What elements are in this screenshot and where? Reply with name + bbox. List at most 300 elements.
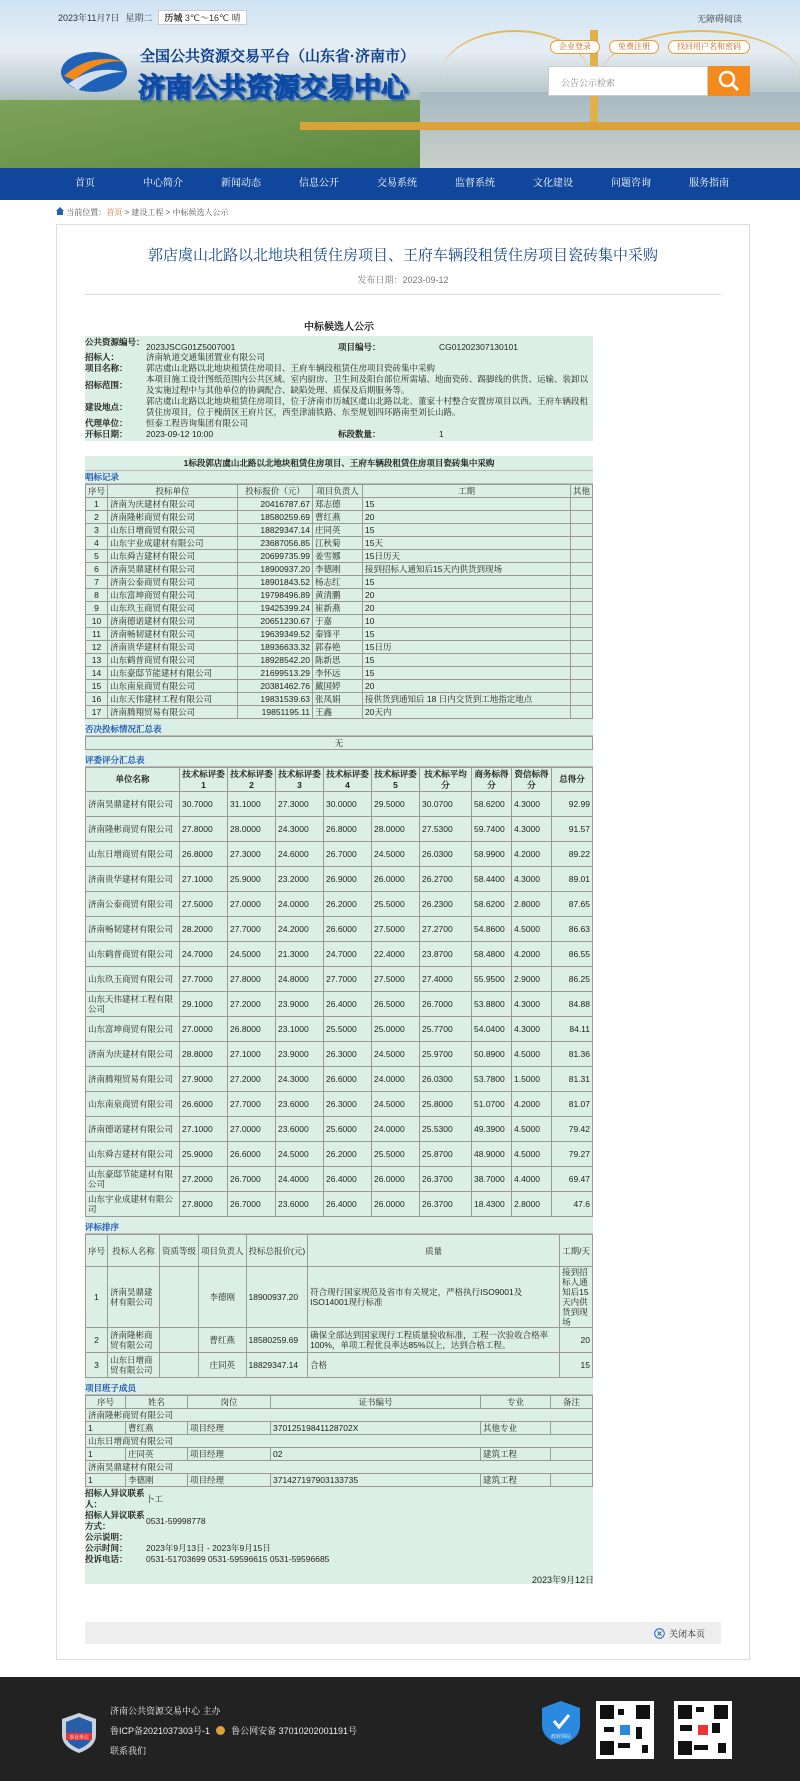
- bid-cell: [570, 524, 592, 537]
- nav-guide[interactable]: 服务指南: [689, 178, 729, 189]
- score-cell: 4.3000: [512, 867, 552, 892]
- score-row: [86, 1117, 593, 1142]
- score-cell: 58.6200: [472, 792, 512, 817]
- breadcrumb-sep: >: [163, 208, 173, 217]
- bid-cell: 21699513.29: [238, 667, 313, 680]
- bid-cell: 山东南泉商贸有限公司: [108, 680, 238, 693]
- score-cell: 24.0000: [276, 892, 324, 917]
- team-cell: [551, 1448, 593, 1461]
- score-cell: 24.5000: [276, 1142, 324, 1167]
- score-cell: 2.8000: [512, 1192, 552, 1217]
- score-cell: 53.8800: [472, 992, 512, 1017]
- score-cell: 25.9000: [180, 1142, 228, 1167]
- score-cell: 25.0000: [372, 1017, 420, 1042]
- tenderer-label: 招标人：: [85, 352, 120, 362]
- score-cell: 27.0000: [228, 1117, 276, 1142]
- score-cell: 济南德诺建材有限公司: [86, 1117, 180, 1142]
- score-cell: 92.99: [552, 792, 593, 817]
- rank-cell: 18900937.20: [246, 1267, 308, 1328]
- bid-cell: 济南德诺建材有限公司: [108, 615, 238, 628]
- rank-row: [86, 1267, 593, 1328]
- bid-row: [86, 628, 593, 641]
- team-cell: 曹红燕: [126, 1422, 188, 1435]
- score-cell: 25.8700: [420, 1142, 472, 1167]
- score-cell: 济南为庆建材有限公司: [86, 1042, 180, 1067]
- score-cell: 47.6: [552, 1192, 593, 1217]
- bid-cell: 陈新思: [313, 654, 363, 667]
- bid-cell: [570, 498, 592, 511]
- score-table: [85, 767, 593, 1217]
- title-divider: [85, 294, 721, 295]
- bid-cell: 15日历: [363, 641, 571, 654]
- rank-cell: 15: [560, 1353, 593, 1378]
- team-cell: 1: [86, 1448, 126, 1461]
- bid-cell: 张凤娟: [313, 693, 363, 706]
- rank-cell: [159, 1267, 198, 1328]
- bid-cell: [570, 511, 592, 524]
- bid-header-cell: 投标报价（元）: [238, 485, 313, 498]
- nav-supervise[interactable]: 监督系统: [455, 178, 495, 189]
- code-label: 公共资源编号：: [85, 337, 145, 347]
- bid-cell: 15: [363, 667, 571, 680]
- score-cell: 27.1000: [180, 867, 228, 892]
- team-company-row: [86, 1461, 593, 1474]
- police-link[interactable]: 鲁公网安备 37010202001191号: [231, 1726, 357, 1736]
- score-cell: 济南腾翔贸易有限公司: [86, 1067, 180, 1092]
- score-header-cell: 总得分: [552, 768, 593, 792]
- bid-cell: 山东日增商贸有限公司: [108, 524, 238, 537]
- bid-header-cell: 序号: [86, 485, 108, 498]
- reject-table: [85, 736, 593, 750]
- contact1-value: 卜工: [146, 1493, 164, 1504]
- score-row: [86, 942, 593, 967]
- bid-row: [86, 602, 593, 615]
- bid-cell: 15: [363, 524, 571, 537]
- score-cell: 58.4800: [472, 942, 512, 967]
- score-cell: 24.2000: [276, 917, 324, 942]
- team-company: 济南隆彬商贸有限公司: [86, 1409, 593, 1422]
- score-cell: 济南隆彬商贸有限公司: [86, 817, 180, 842]
- breadcrumb-construction[interactable]: 建设工程: [131, 208, 164, 217]
- icp-link[interactable]: 鲁ICP备2021037303号-1: [110, 1726, 211, 1736]
- bid-cell: 18580259.69: [238, 511, 313, 524]
- score-cell: 23.9000: [276, 992, 324, 1017]
- bid-cell: 济南腾翔贸易有限公司: [108, 706, 238, 719]
- badge1-text: 事业单位: [68, 1735, 90, 1741]
- score-cell: 27.0000: [180, 1017, 228, 1042]
- score-cell: 27.3000: [228, 842, 276, 867]
- score-cell: 4.3000: [512, 817, 552, 842]
- nav-faq[interactable]: 问题咨询: [611, 178, 651, 189]
- score-cell: 25.9700: [420, 1042, 472, 1067]
- score-cell: 4.2000: [512, 842, 552, 867]
- reject-value: 无: [86, 737, 593, 750]
- score-cell: 27.8000: [228, 967, 276, 992]
- nav-home[interactable]: 首页: [75, 178, 95, 189]
- bid-cell: 济南贵华建材有限公司: [108, 641, 238, 654]
- close-label: 关闭本页: [668, 1629, 705, 1639]
- score-cell: 81.31: [552, 1067, 593, 1092]
- score-cell: 84.11: [552, 1017, 593, 1042]
- bid-cell: 济南隆彬商贸有限公司: [108, 511, 238, 524]
- score-cell: 29.1000: [180, 992, 228, 1017]
- login-button[interactable]: 企业登录: [550, 40, 600, 54]
- nav-trade[interactable]: 交易系统: [377, 178, 417, 189]
- team-section-title: 项目班子成员: [85, 1382, 593, 1395]
- score-header-cell: 技术标评委4: [324, 768, 372, 792]
- bid-cell: [570, 589, 592, 602]
- score-cell: 27.8000: [180, 817, 228, 842]
- bid-cell: 18901843.52: [238, 576, 313, 589]
- score-cell: 26.2700: [420, 867, 472, 892]
- score-cell: 24.4000: [276, 1167, 324, 1192]
- score-cell: 26.3000: [324, 1092, 372, 1117]
- open-label: 开标日期：: [85, 429, 128, 439]
- score-cell: 24.7000: [180, 942, 228, 967]
- bid-cell: 20: [363, 680, 571, 693]
- score-cell: 山东南泉商贸有限公司: [86, 1092, 180, 1117]
- contact1-label: 招标人异议联系人：: [85, 1488, 145, 1509]
- team-cell: 1: [86, 1422, 126, 1435]
- bid-cell: 黄清鹏: [313, 589, 363, 602]
- score-cell: 81.36: [552, 1042, 593, 1067]
- bid-cell: [570, 654, 592, 667]
- bid-cell: 山东玖玉商贸有限公司: [108, 602, 238, 615]
- score-cell: 23.8700: [420, 942, 472, 967]
- score-cell: 54.8600: [472, 917, 512, 942]
- bid-cell: [570, 667, 592, 680]
- bid-cell: 20699735.99: [238, 550, 313, 563]
- score-row: [86, 792, 593, 817]
- score-cell: 24.0000: [372, 1067, 420, 1092]
- score-cell: 27.5000: [180, 892, 228, 917]
- score-cell: 26.9000: [324, 867, 372, 892]
- lot-section: [85, 456, 593, 1584]
- nav-news[interactable]: 新闻动态: [221, 178, 261, 189]
- score-row: [86, 1142, 593, 1167]
- score-cell: 26.0300: [420, 1067, 472, 1092]
- rank-header-cell: 工期/天: [560, 1235, 593, 1267]
- bid-cell: 济南为庆建材有限公司: [108, 498, 238, 511]
- top-info-bar: [58, 10, 247, 25]
- score-cell: 58.4400: [472, 867, 512, 892]
- bid-cell: 山东豪邸节能建材有限公司: [108, 667, 238, 680]
- bid-cell: 接供货到通知后 18 日内交货到工地指定地点: [363, 693, 571, 706]
- bid-cell: 秦锋平: [313, 628, 363, 641]
- bid-cell: 23687056.85: [238, 537, 313, 550]
- score-cell: 26.8000: [324, 817, 372, 842]
- temperature: 3℃～16℃: [184, 13, 230, 23]
- gov-website-badge-icon[interactable]: [542, 1701, 580, 1745]
- team-row: [86, 1448, 593, 1461]
- score-cell: 23.1000: [276, 1017, 324, 1042]
- barrier-free-link[interactable]: 无障碍阅读: [696, 14, 742, 24]
- bid-cell: 济南昊鼎建材有限公司: [108, 563, 238, 576]
- nav-culture[interactable]: 文化建设: [533, 178, 573, 189]
- bid-cell: 20381462.76: [238, 680, 313, 693]
- score-cell: 81.07: [552, 1092, 593, 1117]
- bid-cell: 10: [363, 615, 571, 628]
- banner-field: [0, 100, 420, 168]
- bid-cell: [570, 680, 592, 693]
- score-cell: 86.55: [552, 942, 593, 967]
- bid-cell: 姜雪娜: [313, 550, 363, 563]
- scope-label: 招标范围：: [85, 379, 128, 390]
- score-cell: 25.5000: [324, 1017, 372, 1042]
- bid-cell: 山东鹤普商贸有限公司: [108, 654, 238, 667]
- score-cell: 25.5300: [420, 1117, 472, 1142]
- bid-cell: 19639349.52: [238, 628, 313, 641]
- bid-cell: 11: [86, 628, 108, 641]
- score-cell: 27.7000: [324, 967, 372, 992]
- score-cell: 4.2000: [512, 1092, 552, 1117]
- rank-cell: 曹红燕: [198, 1328, 246, 1353]
- contact-info: [85, 1487, 593, 1584]
- register-button[interactable]: 免费注册: [609, 40, 659, 54]
- bid-cell: 20: [363, 589, 571, 602]
- bid-cell: 接到招标人通知后15天内供货到现场: [363, 563, 571, 576]
- weekday: 星期二: [125, 13, 153, 23]
- bid-cell: [570, 706, 592, 719]
- team-cell: 371427197903133735: [271, 1474, 481, 1487]
- site-value: 郭店虞山北路以北地块租赁住房项目，位于济南市历城区虞山北路以北、董家十村整合安置房项目以西。王府车辆段租赁住房项目，位于槐荫区王府片区，西至津浦铁路、东至规划四环路南至刘长山路。: [146, 396, 589, 417]
- bid-cell: 杨志红: [313, 576, 363, 589]
- bid-cell: 9: [86, 602, 108, 615]
- score-cell: 23.6000: [276, 1092, 324, 1117]
- rank-header-cell: 质量: [308, 1235, 560, 1267]
- weather-text: 晴: [231, 13, 241, 23]
- score-cell: 25.8000: [420, 1092, 472, 1117]
- bid-cell: [570, 550, 592, 563]
- score-cell: 27.7000: [180, 967, 228, 992]
- publish-date: 发布日期：2023-09-12: [357, 275, 449, 285]
- breadcrumb-home[interactable]: 首页: [106, 208, 123, 217]
- bid-row: [86, 706, 593, 719]
- bid-cell: 19798496.89: [238, 589, 313, 602]
- score-cell: 89.22: [552, 842, 593, 867]
- reject-section-title: 否决投标情况汇总表: [85, 723, 593, 736]
- bid-cell: 6: [86, 563, 108, 576]
- score-cell: 27.4000: [420, 967, 472, 992]
- bid-cell: 山东宇业成建材有限公司: [108, 537, 238, 550]
- bid-cell: 庄同英: [313, 524, 363, 537]
- bid-row: [86, 576, 593, 589]
- rank-cell: 庄同英: [198, 1353, 246, 1378]
- score-cell: 58.9900: [472, 842, 512, 867]
- qty-label: 标段数量：: [338, 429, 381, 439]
- score-cell: 山东富坤商贸有限公司: [86, 1017, 180, 1042]
- bid-cell: 4: [86, 537, 108, 550]
- team-cell: 李德刚: [126, 1474, 188, 1487]
- bid-cell: 12: [86, 641, 108, 654]
- open-value: 2023-09-12 10:00: [146, 429, 214, 439]
- contact-link[interactable]: 联系我们: [110, 1746, 147, 1756]
- score-cell: 24.7000: [324, 942, 372, 967]
- score-row: [86, 1192, 593, 1217]
- site-label: 建设地点：: [85, 401, 128, 412]
- team-header-cell: 序号: [86, 1396, 126, 1409]
- score-cell: 29.5000: [372, 792, 420, 817]
- name-value: 郭店虞山北路以北地块租赁住房项目、王府车辆段租赁住房项目瓷砖集中采购: [146, 363, 436, 373]
- team-company-row: [86, 1435, 593, 1448]
- close-icon: [654, 1628, 665, 1639]
- score-cell: 21.3000: [276, 942, 324, 967]
- score-row: [86, 892, 593, 917]
- score-cell: 55.9500: [472, 967, 512, 992]
- score-cell: 31.1000: [228, 792, 276, 817]
- bid-header-cell: 工期: [363, 485, 571, 498]
- scope-value: 本项目施工设计图纸范围内公共区域、室内厨房、卫生间及阳台部位所需墙、地面瓷砖、踢脚线的供货、运输、装卸以及实施过程中与其他单位的协调配合、缺陷处理、质保及后期服务等。: [146, 374, 589, 395]
- bid-row: [86, 537, 593, 550]
- score-cell: 山东宇业成建材有限公司: [86, 1192, 180, 1217]
- score-cell: 27.7000: [228, 1092, 276, 1117]
- score-cell: 26.2000: [324, 1142, 372, 1167]
- score-cell: 24.3000: [276, 817, 324, 842]
- score-cell: 25.5000: [372, 892, 420, 917]
- contact2-value: 0531-59998778: [146, 1515, 206, 1526]
- bid-cell: 李德刚: [313, 563, 363, 576]
- rank-cell: 18829347.14: [246, 1353, 308, 1378]
- score-cell: 79.27: [552, 1142, 593, 1167]
- complaint-label: 投诉电话：: [85, 1554, 128, 1564]
- team-cell: 02: [271, 1448, 481, 1461]
- score-row: [86, 842, 593, 867]
- score-cell: 51.0700: [472, 1092, 512, 1117]
- home-icon: [56, 207, 64, 215]
- team-cell: 项目经理: [188, 1422, 271, 1435]
- score-cell: 53.7800: [472, 1067, 512, 1092]
- bid-cell: [570, 615, 592, 628]
- score-cell: 28.0000: [228, 817, 276, 842]
- team-company: 济南昊鼎建材有限公司: [86, 1461, 593, 1474]
- nav-about[interactable]: 中心简介: [143, 178, 183, 189]
- search-icon: [708, 66, 750, 96]
- qr-code-1-icon: [596, 1701, 654, 1759]
- bid-row: [86, 550, 593, 563]
- rank-cell: 接到招标人通知后15天内供货到现场: [560, 1267, 593, 1328]
- bid-cell: 14: [86, 667, 108, 680]
- score-cell: 山东豪邸节能建材有限公司: [86, 1167, 180, 1192]
- score-cell: 25.6000: [324, 1117, 372, 1142]
- name-label: 项目名称：: [85, 363, 128, 373]
- score-cell: 4.5000: [512, 917, 552, 942]
- bid-cell: 20416787.67: [238, 498, 313, 511]
- rank-cell: 2: [86, 1328, 108, 1353]
- score-cell: 24.0000: [372, 1117, 420, 1142]
- qr-code-2-icon: [674, 1701, 732, 1759]
- score-cell: 27.8000: [180, 1192, 228, 1217]
- team-row: [86, 1422, 593, 1435]
- bid-header-cell: 其他: [570, 485, 592, 498]
- bid-row: [86, 680, 593, 693]
- doc-title: 中标候选人公示: [304, 322, 374, 333]
- score-cell: 24.8000: [276, 967, 324, 992]
- score-cell: 济南畅韧建材有限公司: [86, 917, 180, 942]
- bid-row: [86, 654, 593, 667]
- rank-cell: 符合现行国家规范及省市有关规定，严格执行ISO9001及ISO14001现行标准: [308, 1267, 560, 1328]
- score-cell: 24.5000: [372, 1042, 420, 1067]
- score-cell: 27.1000: [228, 1042, 276, 1067]
- rank-header-cell: 项目负责人: [198, 1235, 246, 1267]
- score-cell: 山东鹤普商贸有限公司: [86, 942, 180, 967]
- rank-header-cell: 投标总报价(元): [246, 1235, 308, 1267]
- close-page-button[interactable]: [654, 1627, 705, 1640]
- score-header-cell: 技术标评委5: [372, 768, 420, 792]
- score-cell: 26.2000: [324, 892, 372, 917]
- team-cell: 项目经理: [188, 1474, 271, 1487]
- score-row: [86, 817, 593, 842]
- bid-cell: 郑志德: [313, 498, 363, 511]
- score-header-cell: 商务标得分: [472, 768, 512, 792]
- team-header-cell: 证书编号: [271, 1396, 481, 1409]
- weather-box: [158, 10, 246, 25]
- score-cell: 26.4000: [324, 1192, 372, 1217]
- team-header-cell: 姓名: [126, 1396, 188, 1409]
- bid-cell: 江秋菊: [313, 537, 363, 550]
- score-cell: 28.2000: [180, 917, 228, 942]
- bid-cell: [570, 563, 592, 576]
- score-cell: 4.5000: [512, 1142, 552, 1167]
- bid-cell: 20651230.67: [238, 615, 313, 628]
- tenderer-value: 济南轨道交通集团置业有限公司: [146, 352, 266, 362]
- score-cell: 4.3000: [512, 792, 552, 817]
- bid-cell: [570, 693, 592, 706]
- bid-row: [86, 589, 593, 602]
- score-cell: 26.6000: [180, 1092, 228, 1117]
- recover-button[interactable]: 找回用户名和密码: [668, 40, 750, 54]
- score-cell: 26.0000: [372, 1192, 420, 1217]
- score-cell: 89.01: [552, 867, 593, 892]
- score-row: [86, 967, 593, 992]
- project-info: [85, 336, 593, 441]
- search-input[interactable]: 公告公示检索: [548, 66, 708, 96]
- main-nav: [0, 168, 800, 200]
- score-cell: 87.65: [552, 892, 593, 917]
- bid-header-cell: 投标单位: [108, 485, 238, 498]
- bid-cell: 15: [363, 576, 571, 589]
- bid-cell: 18829347.14: [238, 524, 313, 537]
- score-cell: 24.5000: [372, 1092, 420, 1117]
- institution-badge-icon[interactable]: [62, 1713, 96, 1753]
- bid-cell: [570, 641, 592, 654]
- bid-cell: 15天: [363, 537, 571, 550]
- score-cell: 27.9000: [180, 1067, 228, 1092]
- score-cell: 26.0300: [420, 842, 472, 867]
- score-cell: 58.6200: [472, 892, 512, 917]
- search-button[interactable]: [708, 66, 750, 96]
- score-row: [86, 1092, 593, 1117]
- bid-cell: 16: [86, 693, 108, 706]
- score-cell: 27.7000: [228, 917, 276, 942]
- score-cell: 26.7000: [228, 1192, 276, 1217]
- nav-info[interactable]: 信息公开: [299, 178, 339, 189]
- score-section-title: 评委评分汇总表: [85, 754, 593, 767]
- score-cell: 济南贵华建材有限公司: [86, 867, 180, 892]
- rank-cell: 18580259.69: [246, 1328, 308, 1353]
- bid-cell: [570, 576, 592, 589]
- note-value: [146, 1532, 593, 1543]
- bid-cell: 15: [363, 654, 571, 667]
- team-cell: 庄同英: [126, 1448, 188, 1461]
- bid-cell: 10: [86, 615, 108, 628]
- close-bar: [85, 1622, 721, 1644]
- score-cell: 86.63: [552, 917, 593, 942]
- score-cell: 59.7400: [472, 817, 512, 842]
- score-cell: 30.7000: [180, 792, 228, 817]
- score-row: [86, 992, 593, 1017]
- note-label: 公示说明：: [85, 1532, 128, 1542]
- bid-cell: [570, 537, 592, 550]
